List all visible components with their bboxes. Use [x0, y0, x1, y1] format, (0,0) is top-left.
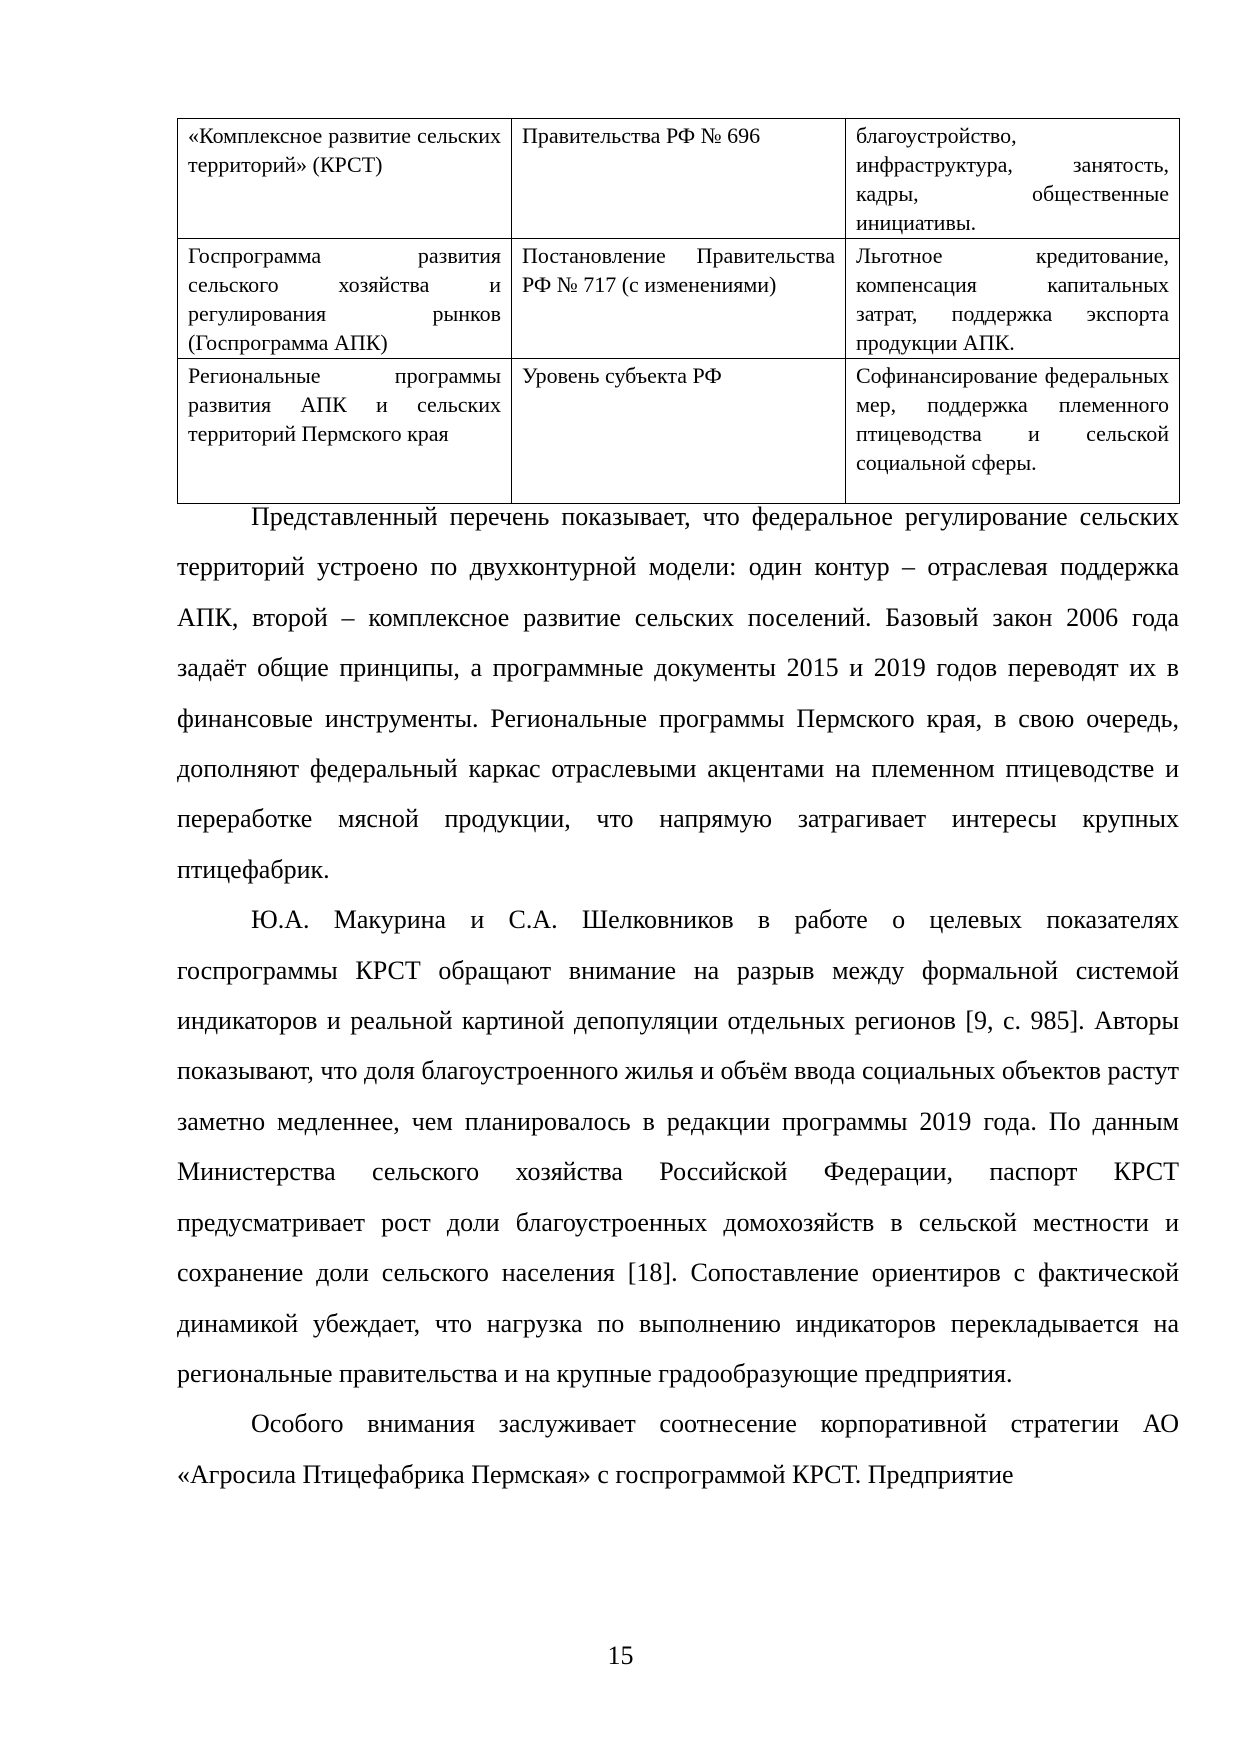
table-cell-measures: Льготное кредитование, компенсация капитальных затрат, поддержка экспорта продукции АПК. — [846, 239, 1180, 359]
paragraph: Ю.А. Макурина и С.А. Шелковников в работе о целевых показателях госпрограммы КРСТ обращают внимание на разрыв между формальной системой индикаторов и реальной картиной депопуляции отдельных регионов [9, с. 985]. Авторы показывают, что доля благоустроенного жилья и объём ввода социальных объектов растут заметно медленнее, чем планировалось в редакции программы 2019 года. По данным Министерства сельского хозяйства Российской Федерации, паспорт КРСТ предусматривает рост доли благоустроенных домохозяйств в сельской местности и сохранение доли сельского населения [18]. Сопоставление ориентиров с фактической динамикой убеждает, что нагрузка по выполнению индикаторов перекладывается на региональные правительства и на крупные градообразующие предприятия. — [177, 905, 1179, 1388]
body-text — [177, 492, 1179, 1500]
paragraph: Представленный перечень показывает, что федеральное регулирование сельских территорий устроено по двухконтурной модели: один контур – отраслевая поддержка АПК, второй – комплексное развитие сельских поселений. Базовый закон 2006 года задаёт общие принципы, а программные документы 2015 и 2019 годов переводят их в финансовые инструменты. Региональные программы Пермского края, в свою очередь, дополняют федеральный каркас отраслевыми акцентами на племенном птицеводстве и переработке мясной продукции, что напрямую затрагивает интересы крупных птицефабрик. — [177, 502, 1179, 884]
programs-table — [177, 118, 1180, 504]
table-cell-measures: благоустройство, инфраструктура, занятость, кадры, общественные инициативы. — [846, 119, 1180, 239]
table-cell-basis: Уровень субъекта РФ — [512, 359, 846, 504]
table-cell-measures: Софинансирование федеральных мер, поддержка племенного птицеводства и сельской социальной сферы. — [846, 359, 1180, 504]
paragraph: Особого внимания заслуживает соотнесение корпоративной стратегии АО «Агросила Птицефабрика Пермская» с госпрограммой КРСТ. Предприятие — [177, 1409, 1179, 1489]
table-cell-program: Региональные программы развития АПК и сельских территорий Пермского края — [178, 359, 512, 504]
page-number: 15 — [607, 1641, 634, 1670]
table-cell-program: Госпрограмма развития сельского хозяйства и регулирования рынков (Госпрограмма АПК) — [178, 239, 512, 359]
table-row — [178, 239, 1180, 359]
table-cell-basis: Постановление Правительства РФ № 717 (с изменениями) — [512, 239, 846, 359]
table-row — [178, 359, 1180, 504]
table-cell-program: «Комплексное развитие сельских территорий» (КРСТ) — [178, 119, 512, 239]
table-cell-basis: Правительства РФ № 696 — [512, 119, 846, 239]
table-row — [178, 119, 1180, 239]
